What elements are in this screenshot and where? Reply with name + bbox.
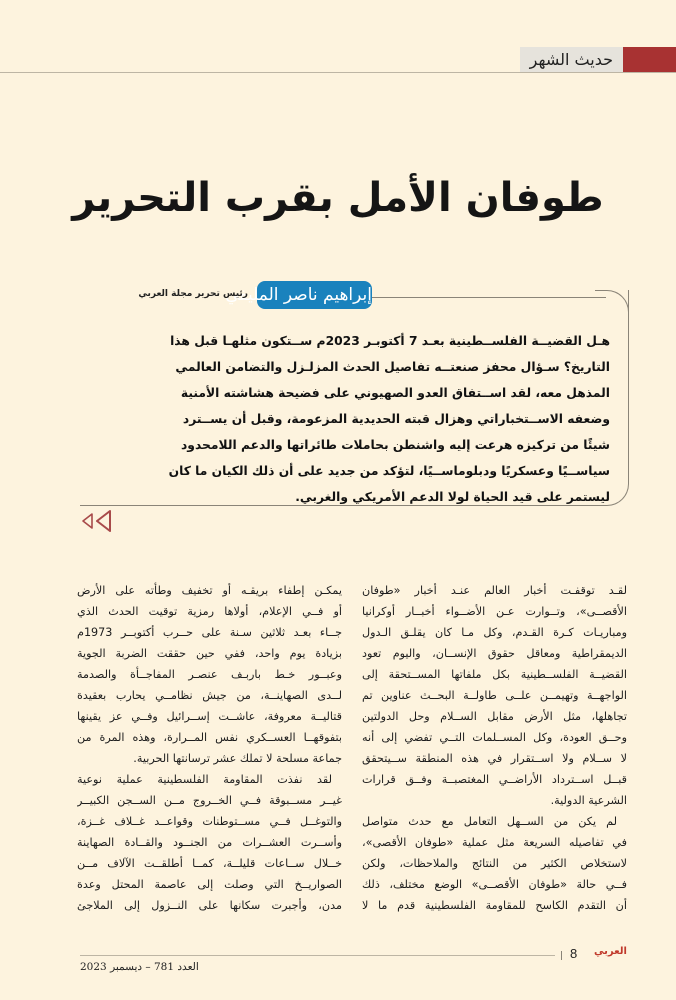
body-line: وحــق العودة، وكل المســلمات التــي تفضي إلى أنه (362, 731, 627, 744)
article-title: طوفان الأمل بقرب التحرير (72, 175, 604, 221)
author-name: إبراهيم ناصر المليفي (257, 281, 372, 309)
body-line: ومباريـات كـرة القـدم، وكل مـا كان يقلـق الـدول (362, 626, 627, 639)
body-line: الأقصــى»، وتــوارت عـن الأضــواء أخبــار أوكرانيا (362, 605, 627, 618)
body-line: لــدى الصهاينــة، من جيش نظامــي يحارب بعقيدة (77, 689, 342, 702)
footer-tick (561, 951, 562, 960)
intro-paragraph (120, 328, 610, 510)
body-line: لقد نفذت المقاومة الفلسطينية عملية نوعية (77, 773, 332, 786)
section-tab (520, 47, 676, 72)
intro-line: شيئًا من تركيزه هرعت إليه واشنطن بحاملات طائراتها والدعم اللامحدود (181, 438, 610, 452)
body-line: لاستخلاص الكثير من النتائج والملاحظات، ولكن (362, 857, 627, 870)
intro-line: هـل القضيــة الفلســطينية بعـد 7 أكتوبـر 2023م ســتكون مثلهـا قبل هذا (170, 334, 610, 348)
body-line: قبــل اســترداد الأراضــي المغتصبــة وفــق قرارات (362, 773, 627, 786)
body-line: لا ســلام ولا اســتقرار في هذه المنطقة ســيتحقق (362, 752, 627, 765)
body-line: قتاليــة معروفة، عاشــت إســرائيل وفــي عز يقينها (77, 710, 342, 723)
double-arrow-left-icon (80, 510, 116, 532)
body-line: في تفاصيله السريعة مثل عملية «طوفان الأقصى»، (362, 836, 627, 849)
body-line: مدن، وأجبرت سكانها على النــزول إلى الملاجئ (77, 899, 342, 912)
issue-info: العدد 781 – ديسمبر 2023 (80, 961, 199, 973)
body-line: لم يكن من الســهل التعامل مع حدث متواصل (362, 815, 617, 828)
body-line: وعبــور خـط باربـف عنصـر المفاجــأة والصدمة (77, 668, 342, 681)
body-line: أن التقدم الكاسح للمقاومة الفلسطينية قدم ما لا (362, 899, 627, 912)
body-line: خــلال ســاعات قليلــة، كمــا أطلقــت الآلاف مــن (77, 857, 342, 870)
body-line: فــي حالة «طوفان الأقصــى» الوضع مختلف، ذلك (362, 878, 627, 891)
body-line: والتوغــل فــي مســتوطنات وقواعــد غــلاف غــزة، (77, 815, 342, 828)
body-line: يمكـن إطفاء بريقـه أو تخفيف وطأته على الأرض (77, 584, 342, 597)
author-role: رئيس تحرير مجلة العربي (138, 289, 248, 299)
body-line: الصواريــخ التي وصلت إلى عاصمة المحتل وعدة (77, 878, 342, 891)
body-line: بزيادة يوم واحد، ففي حين حققت الضربة الجوية (77, 647, 342, 660)
section-label: حديث الشهر (520, 47, 623, 72)
intro-line: المذهل معه، لقد اســتفاق العدو الصهيوني على فضيحة هشاشته الأمنية (180, 386, 610, 400)
page-number: 8 (570, 946, 578, 961)
intro-line: التاريخ؟ سـؤال محفز صنعتــه تفاصيل الحدث المزلـزل والتضامن العالمي (175, 360, 610, 374)
body-line: تجاهلها، مثل الأرض مقابل الســلام وحل الدولتين (362, 710, 627, 723)
section-accent-block (623, 47, 676, 72)
body-line: الديمقراطية ومعاقل حقوق الإنســان، واليوم تعود (362, 647, 627, 660)
body-line: لقـد توقفـت أخبار العالم عنـد أخبار «طوفان (362, 584, 627, 597)
body-line: أو فــي الإعلام، أولاها رمزية توقيت الحدث الذي (77, 605, 342, 618)
intro-line: سياســيًا وعسكريًا ودبلوماســيًا، لتؤكد من جديد على أن ذلك الكيان ما كان (168, 464, 610, 478)
body-line: القضيــة الفلســطينية بكل ملفاتها المســتحقة إلى (362, 668, 627, 681)
body-column-left (77, 580, 342, 916)
top-divider (0, 72, 676, 73)
body-line: جماعة مسلحة لا تملك عشر ترسانتها الحربية. (133, 752, 342, 765)
body-column-right (362, 580, 627, 916)
body-line: الواجهــة وتهيمــن علــى طاولــة البحــث عناوين تم (362, 689, 627, 702)
footer-divider (80, 955, 555, 956)
body-line: وأســرت العشــرات من الجنــود والقــادة الصهاينة (77, 836, 342, 849)
body-line: بتفوقهــا العســكري نفس المــرارة، وهذه المرة من (77, 731, 342, 744)
body-line: غيــر مســبوقة فــي الخــروج مــن الســجن الكبيــر (77, 794, 342, 807)
magazine-name: العربي (594, 946, 627, 957)
intro-line: ليستمر على قيد الحياة لولا الدعم الأمريكي والغربي. (295, 490, 610, 504)
intro-line: وضعفه الاســتخباراتي وهزال قبته الحديدية المزعومة، وقبل أن يســترد (182, 412, 610, 426)
body-line: الشرعية الدولية. (550, 794, 627, 807)
body-line: جــاء بعـد ثلاثين سـنة على حــرب أكتوبــر 1973م (77, 626, 342, 639)
